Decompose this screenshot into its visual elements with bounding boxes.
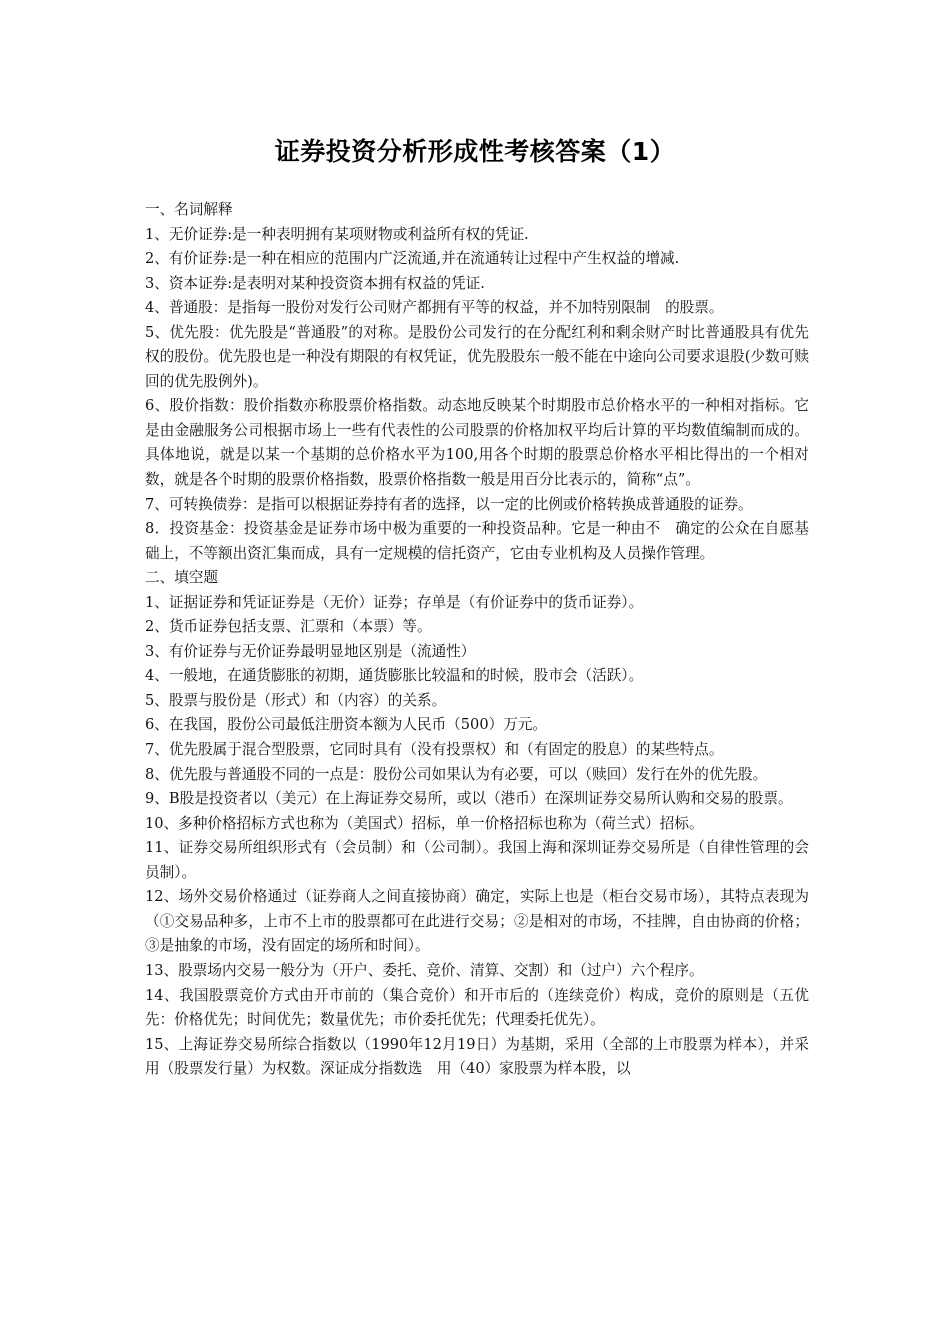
fill-in-item: 6、在我国，股份公司最低注册资本额为人民币（500）万元。 [145,716,547,734]
fill-in-item: 7、优先股属于混合型股票，它同时具有（没有投票权）和（有固定的股息）的某些特点。 [145,741,724,759]
definition-item: 8．投资基金：投资基金是证券市场中极为重要的一种投资品种。它是一种由不 确定的公众在自愿基础上，不等额出资汇集而成，具有一定规模的信托资产，它由专业机构及人员操作管理。 [145,520,809,562]
fill-in-item: 9、B股是投资者以（美元）在上海证券交易所，或以（港币）在深圳证券交易所认购和交易的股票。 [145,790,793,808]
fill-in-item: 10、多种价格招标方式也称为（美国式）招标，单一价格招标也称为（荷兰式）招标。 [145,814,704,832]
definition-item: 4、普通股：是指每一股份对发行公司财产都拥有平等的权益，并不加特别限制 的股票。 [145,299,724,317]
document-body [145,198,809,1082]
fill-in-item: 1、证据证券和凭证证券是（无价）证券；存单是（有价证券中的货币证券）。 [145,593,644,611]
definition-item: 6、股价指数：股价指数亦称股票价格指数。动态地反映某个时期股市总价格水平的一种相对指标。它是由金融服务公司根据市场上一些有代表性的公司股票的价格加权平均后计算的平均数值编制而成的。具体地说，就是以某一个基期的总价格水平为100,用各个时期的股票总价格水平相比得出的一个相对数，就是各个时期的股票价格指数，股票价格指数一般是用百分比表示的，简称“点”。 [145,397,809,489]
definition-item: 5、优先股：优先股是“普通股”的对称。是股份公司发行的在分配红利和剩余财产时比普通股具有优先权的股份。优先股也是一种没有期限的有权凭证，优先股股东一般不能在中途向公司要求退股(少数可赎回的优先股例外)。 [145,323,809,390]
fill-in-item: 15、上海证券交易所综合指数以（1990年12月19日）为基期，采用（全部的上市股票为样本），并采用（股票发行量）为权数。深证成分指数选 用（40）家股票为样本股，以 [145,1035,809,1078]
document-title: 证券投资分析形成性考核答案（1） [274,137,676,166]
fill-in-item: 3、有价证券与无价证券最明显地区别是（流通性） [145,642,476,660]
definition-item: 3、资本证券:是表明对某种投资资本拥有权益的凭证. [145,274,485,292]
fill-in-item: 12、场外交易价格通过（证券商人之间直接协商）确定，实际上也是（柜台交易市场），其特点表现为（①交易品种多，上市不上市的股票都可在此进行交易；②是相对的市场，不挂牌，自由协商的价格；③是抽象的市场，没有固定的场所和时间）。 [145,888,809,955]
fill-in-item: 4、一般地，在通货膨胀的初期，通货膨胀比较温和的时候，股市会（活跃）。 [145,667,644,685]
definition-item: 7、可转换债券：是指可以根据证券持有者的选择，以一定的比例或价格转换成普通股的证券。 [145,495,753,513]
fill-in-item: 5、股票与股份是（形式）和（内容）的关系。 [145,691,447,709]
fill-in-item: 13、股票场内交易一般分为（开户、委托、竞价、清算、交割）和（过户）六个程序。 [145,961,704,979]
definition-item: 2、有价证券:是一种在相应的范围内广泛流通,并在流通转让过程中产生权益的增减. [145,250,680,268]
fill-in-item: 8、优先股与普通股不同的一点是：股份公司如果认为有必要，可以（赎回）发行在外的优先股。 [145,765,768,783]
definition-item: 1、无价证券:是一种表明拥有某项财物或利益所有权的凭证. [145,225,529,243]
section-heading-definitions: 一、名词解释 [145,201,233,218]
fill-in-item: 2、货币证券包括支票、汇票和（本票）等。 [145,618,432,636]
section-heading-fill-in: 二、填空题 [145,569,218,587]
fill-in-item: 11、证券交易所组织形式有（会员制）和（公司制）。我国上海和深圳证券交易所是（自律性管理的会员制）。 [145,839,809,881]
fill-in-item: 14、我国股票竞价方式由开市前的（集合竞价）和开市后的（连续竞价）构成，竞价的原则是（五优先：价格优先；时间优先；数量优先；市价委托优先；代理委托优先）。 [145,986,809,1029]
